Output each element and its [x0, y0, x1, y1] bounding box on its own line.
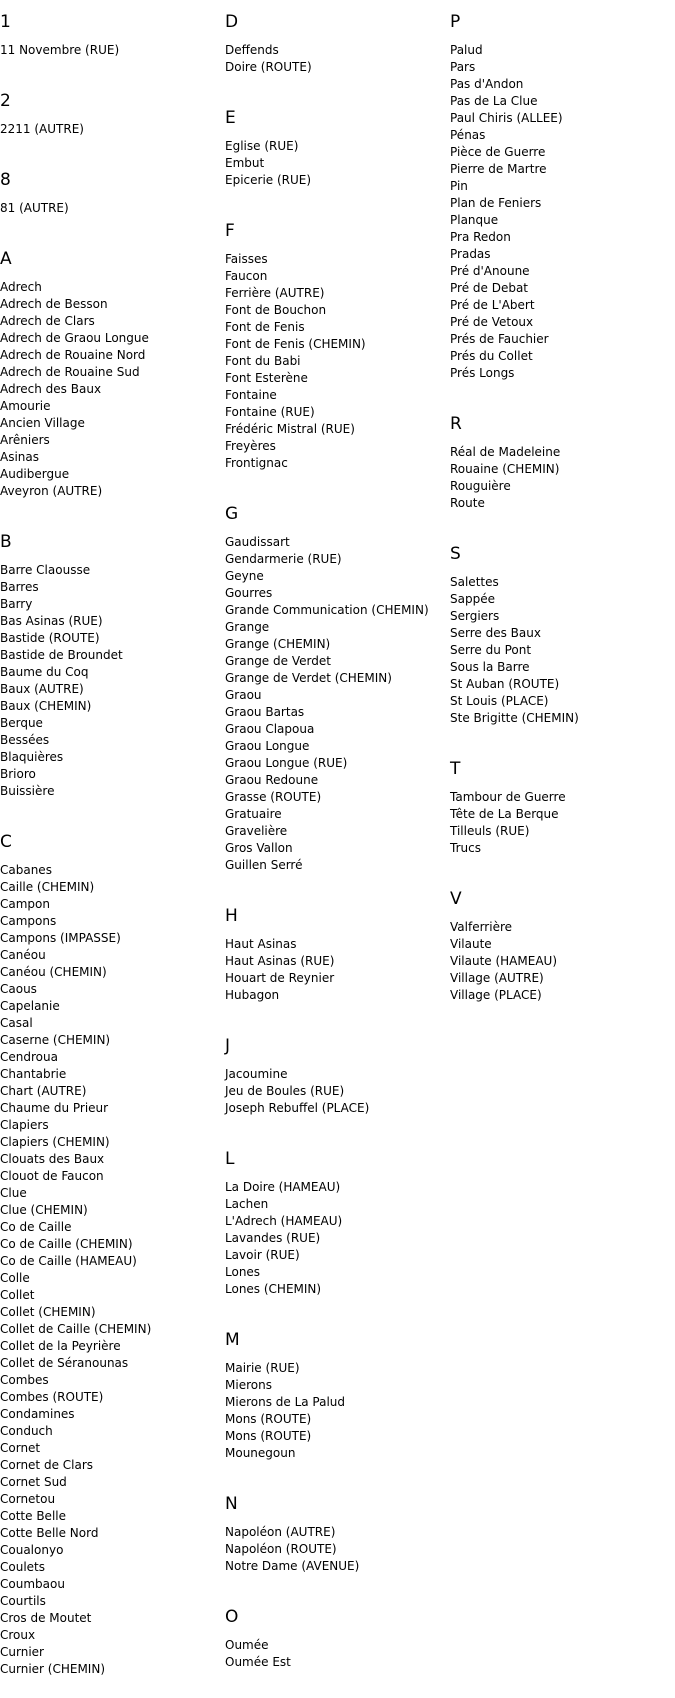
street-list: [450, 789, 675, 857]
group-spacer: [225, 1117, 450, 1137]
street-link[interactable]: Cros de Moutet: [0, 1611, 92, 1625]
street-link[interactable]: Caous: [0, 982, 37, 996]
section-letter-heading: H: [225, 906, 238, 926]
street-link[interactable]: Prés Longs: [450, 366, 515, 380]
street-link[interactable]: Courtils: [0, 1594, 46, 1608]
letter-group: [0, 170, 225, 237]
street-link[interactable]: Campon: [0, 897, 50, 911]
street-link[interactable]: Conduch: [0, 1424, 53, 1438]
street-link[interactable]: Pas d'Andon: [450, 77, 524, 91]
street-link[interactable]: Casal: [0, 1016, 33, 1030]
section-letter-heading: J: [225, 1036, 231, 1056]
street-link[interactable]: Co de Caille (HAMEAU): [0, 1254, 137, 1268]
street-link[interactable]: Coulets: [0, 1560, 45, 1574]
street-list: [0, 200, 225, 217]
street-link[interactable]: Réal de Madeleine: [450, 445, 561, 459]
street-link[interactable]: Adrech de Clars: [0, 314, 95, 328]
letter-group: [225, 1607, 450, 1691]
letter-group: [225, 1149, 450, 1318]
letter-group: [225, 108, 450, 209]
street-list: [450, 42, 675, 382]
letter-group: [225, 12, 450, 96]
letter-group: [0, 832, 225, 1698]
street-list: [225, 251, 450, 472]
street-link[interactable]: Freyères: [225, 439, 276, 453]
street-link[interactable]: Doire (ROUTE): [225, 60, 312, 74]
group-spacer: [450, 857, 675, 877]
street-link[interactable]: Grasse (ROUTE): [225, 790, 322, 804]
street-link[interactable]: Bastide de Broundet: [0, 648, 123, 662]
street-link[interactable]: Campons (IMPASSE): [0, 931, 121, 945]
group-spacer: [225, 1671, 450, 1691]
street-link[interactable]: Palud: [450, 43, 483, 57]
group-spacer: [450, 382, 675, 402]
street-link[interactable]: Adrech de Rouaine Nord: [0, 348, 146, 362]
letter-group: [0, 12, 225, 79]
street-link[interactable]: Grange (CHEMIN): [225, 637, 331, 651]
street-link[interactable]: Pièce de Guerre: [450, 145, 546, 159]
street-link[interactable]: Adrech de Rouaine Sud: [0, 365, 140, 379]
group-spacer: [225, 472, 450, 492]
street-link[interactable]: Cornetou: [0, 1492, 56, 1506]
street-link[interactable]: Lones: [225, 1265, 261, 1279]
section-letter-heading: 2: [0, 91, 11, 111]
street-link[interactable]: Gourres: [225, 586, 273, 600]
street-link[interactable]: Asinas: [0, 450, 40, 464]
street-list: [225, 936, 450, 1004]
letter-group: [225, 504, 450, 894]
group-spacer: [225, 189, 450, 209]
section-letter-heading: C: [0, 832, 12, 852]
street-link[interactable]: Cotte Belle: [0, 1509, 66, 1523]
street-list: [225, 1637, 450, 1671]
street-link[interactable]: La Doire (HAMEAU): [225, 1180, 341, 1194]
letter-group: [0, 532, 225, 820]
street-link[interactable]: Canéou (CHEMIN): [0, 965, 107, 979]
street-link[interactable]: Clapiers: [0, 1118, 49, 1132]
street-link[interactable]: Tilleuls (RUE): [450, 824, 530, 838]
street-link[interactable]: Rouguière: [450, 479, 511, 493]
group-spacer: [225, 874, 450, 894]
street-link[interactable]: Prés de Fauchier: [450, 332, 549, 346]
street-link[interactable]: Gravelière: [225, 824, 288, 838]
section-letter-heading: B: [0, 532, 12, 552]
letter-group: [450, 759, 675, 877]
street-link[interactable]: Font Esterène: [225, 371, 308, 385]
street-link[interactable]: Adrech des Baux: [0, 382, 102, 396]
street-list: [225, 1179, 450, 1298]
group-spacer: [450, 1004, 675, 1024]
street-list: [225, 1066, 450, 1117]
street-link[interactable]: Vilaute (HAMEAU): [450, 954, 557, 968]
group-spacer: [225, 1462, 450, 1482]
street-link[interactable]: Cornet: [0, 1441, 41, 1455]
street-link[interactable]: Pas de La Clue: [450, 94, 538, 108]
street-link[interactable]: Sous la Barre: [450, 660, 530, 674]
street-link[interactable]: Clapiers (CHEMIN): [0, 1135, 110, 1149]
street-link[interactable]: Colle: [0, 1271, 30, 1285]
street-link[interactable]: Bas Asinas (RUE): [0, 614, 103, 628]
group-spacer: [0, 1678, 225, 1698]
street-list: [225, 138, 450, 189]
street-link[interactable]: Jeu de Boules (RUE): [225, 1084, 345, 1098]
street-link[interactable]: Caserne (CHEMIN): [0, 1033, 111, 1047]
street-link[interactable]: Pin: [450, 179, 468, 193]
street-link[interactable]: Bessées: [0, 733, 50, 747]
street-link[interactable]: Mierons de La Palud: [225, 1395, 346, 1409]
street-link[interactable]: Pré de Vetoux: [450, 315, 534, 329]
street-link[interactable]: Bastide (ROUTE): [0, 631, 100, 645]
group-spacer: [0, 138, 225, 158]
street-link[interactable]: Brioro: [0, 767, 36, 781]
letter-group: [450, 414, 675, 532]
letter-group: [225, 1330, 450, 1482]
street-link[interactable]: Mons (ROUTE): [225, 1429, 312, 1443]
section-letter-heading: N: [225, 1494, 238, 1514]
letter-group: [450, 889, 675, 1024]
street-link[interactable]: Rouaine (CHEMIN): [450, 462, 560, 476]
street-link[interactable]: Barres: [0, 580, 39, 594]
street-link[interactable]: Curnier: [0, 1645, 44, 1659]
street-list: [0, 279, 225, 500]
street-link[interactable]: Gratuaire: [225, 807, 282, 821]
street-list: [450, 574, 675, 727]
street-link[interactable]: Amourie: [0, 399, 51, 413]
street-link[interactable]: Guillen Serré: [225, 858, 303, 872]
section-letter-heading: O: [225, 1607, 239, 1627]
street-link[interactable]: Sergiers: [450, 609, 500, 623]
street-link[interactable]: Plan de Feniers: [450, 196, 542, 210]
street-link[interactable]: Capelanie: [0, 999, 60, 1013]
street-link[interactable]: Font du Babi: [225, 354, 301, 368]
street-link[interactable]: Lavoir (RUE): [225, 1248, 300, 1262]
group-spacer: [450, 512, 675, 532]
street-link[interactable]: Pierre de Martre: [450, 162, 547, 176]
group-spacer: [450, 727, 675, 747]
street-list: [0, 862, 225, 1678]
group-spacer: [225, 76, 450, 96]
street-link[interactable]: Chantabrie: [0, 1067, 67, 1081]
street-link[interactable]: Clue (CHEMIN): [0, 1203, 88, 1217]
street-link[interactable]: Cotte Belle Nord: [0, 1526, 99, 1540]
street-link[interactable]: Notre Dame (AVENUE): [225, 1559, 360, 1573]
section-letter-heading: V: [450, 889, 462, 909]
street-link[interactable]: Font de Bouchon: [225, 303, 327, 317]
street-link[interactable]: Faucon: [225, 269, 268, 283]
street-link[interactable]: Audibergue: [0, 467, 70, 481]
street-link[interactable]: Baux (AUTRE): [0, 682, 84, 696]
street-link[interactable]: Clouats des Baux: [0, 1152, 105, 1166]
street-link[interactable]: Gendarmerie (RUE): [225, 552, 342, 566]
street-list: [0, 42, 225, 59]
section-letter-heading: A: [0, 249, 12, 269]
group-spacer: [225, 1004, 450, 1024]
street-link[interactable]: Ancien Village: [0, 416, 85, 430]
street-link[interactable]: Curnier (CHEMIN): [0, 1662, 105, 1676]
street-link[interactable]: Collet de Caille (CHEMIN): [0, 1322, 152, 1336]
street-link[interactable]: Grange de Verdet (CHEMIN): [225, 671, 392, 685]
street-link[interactable]: Graou Longue (RUE): [225, 756, 348, 770]
street-link[interactable]: Pré de L'Abert: [450, 298, 535, 312]
street-list: [0, 121, 225, 138]
street-link[interactable]: Lavandes (RUE): [225, 1231, 321, 1245]
street-link[interactable]: Cornet de Clars: [0, 1458, 94, 1472]
street-link[interactable]: Pradas: [450, 247, 491, 261]
street-link[interactable]: Grange de Verdet: [225, 654, 331, 668]
street-link[interactable]: Graou Bartas: [225, 705, 305, 719]
street-link[interactable]: Mairie (RUE): [225, 1361, 300, 1375]
street-link[interactable]: Coualonyo: [0, 1543, 64, 1557]
street-link[interactable]: Clue: [0, 1186, 27, 1200]
letter-group: [225, 1036, 450, 1137]
street-link[interactable]: Vilaute: [450, 937, 492, 951]
street-link[interactable]: Valferrière: [450, 920, 512, 934]
street-link[interactable]: Co de Caille (CHEMIN): [0, 1237, 133, 1251]
street-link[interactable]: Ste Brigitte (CHEMIN): [450, 711, 579, 725]
street-link[interactable]: Faisses: [225, 252, 268, 266]
street-link[interactable]: Barry: [0, 597, 33, 611]
street-link[interactable]: Graou Clapoua: [225, 722, 315, 736]
street-link[interactable]: Caille (CHEMIN): [0, 880, 95, 894]
street-link[interactable]: 11 Novembre (RUE): [0, 43, 120, 57]
street-link[interactable]: Tête de La Berque: [450, 807, 559, 821]
street-list: [225, 1524, 450, 1575]
index-column-1: [0, 0, 225, 1698]
street-link[interactable]: Frédéric Mistral (RUE): [225, 422, 355, 436]
street-link[interactable]: Collet de Séranounas: [0, 1356, 129, 1370]
section-letter-heading: D: [225, 12, 239, 32]
street-link[interactable]: Oumée Est: [225, 1655, 291, 1669]
street-link[interactable]: Lones (CHEMIN): [225, 1282, 322, 1296]
street-link[interactable]: Adrech de Graou Longue: [0, 331, 149, 345]
letter-group: [450, 12, 675, 402]
street-link[interactable]: Frontignac: [225, 456, 288, 470]
street-link[interactable]: Eglise (RUE): [225, 139, 299, 153]
street-link[interactable]: Canéou: [0, 948, 46, 962]
section-letter-heading: G: [225, 504, 239, 524]
street-link[interactable]: 81 (AUTRE): [0, 201, 69, 215]
group-spacer: [0, 500, 225, 520]
street-link[interactable]: Gaudissart: [225, 535, 290, 549]
street-link[interactable]: Fontaine: [225, 388, 277, 402]
street-link[interactable]: Chart (AUTRE): [0, 1084, 87, 1098]
index-column-2: [225, 0, 450, 1691]
street-link[interactable]: Blaquières: [0, 750, 64, 764]
street-link[interactable]: Coumbaou: [0, 1577, 65, 1591]
street-link[interactable]: Salettes: [450, 575, 499, 589]
street-link[interactable]: Grande Communication (CHEMIN): [225, 603, 429, 617]
section-letter-heading: S: [450, 544, 461, 564]
section-letter-heading: L: [225, 1149, 235, 1169]
letter-group: [450, 544, 675, 747]
street-link[interactable]: Adrech de Besson: [0, 297, 108, 311]
street-link[interactable]: Berque: [0, 716, 43, 730]
street-link[interactable]: Lachen: [225, 1197, 269, 1211]
group-spacer: [225, 1298, 450, 1318]
letter-group: [225, 221, 450, 492]
street-link[interactable]: Aveyron (AUTRE): [0, 484, 103, 498]
street-link[interactable]: 2211 (AUTRE): [0, 122, 84, 136]
street-link[interactable]: Cendroua: [0, 1050, 58, 1064]
street-link[interactable]: Barre Claousse: [0, 563, 91, 577]
street-list: [450, 444, 675, 512]
street-link[interactable]: Baux (CHEMIN): [0, 699, 92, 713]
group-spacer: [225, 1575, 450, 1595]
street-link[interactable]: Haut Asinas (RUE): [225, 954, 335, 968]
street-link[interactable]: Oumée: [225, 1638, 269, 1652]
street-link[interactable]: Paul Chiris (ALLEE): [450, 111, 563, 125]
section-letter-heading: 1: [0, 12, 11, 32]
group-spacer: [0, 800, 225, 820]
street-link[interactable]: Combes: [0, 1373, 49, 1387]
street-link[interactable]: Geyne: [225, 569, 264, 583]
section-letter-heading: P: [450, 12, 461, 32]
street-link[interactable]: Arêniers: [0, 433, 50, 447]
street-link[interactable]: Croux: [0, 1628, 36, 1642]
section-letter-heading: E: [225, 108, 236, 128]
street-link[interactable]: Graou Longue: [225, 739, 310, 753]
index-column-3: [450, 0, 675, 1024]
street-link[interactable]: Pra Redon: [450, 230, 511, 244]
section-letter-heading: M: [225, 1330, 240, 1350]
street-list: [450, 919, 675, 1004]
street-link[interactable]: Gros Vallon: [225, 841, 293, 855]
street-link[interactable]: Condamines: [0, 1407, 75, 1421]
street-list: [225, 1360, 450, 1462]
street-link[interactable]: Embut: [225, 156, 265, 170]
street-link[interactable]: Font de Fenis: [225, 320, 305, 334]
street-link[interactable]: Haut Asinas: [225, 937, 297, 951]
street-link[interactable]: Deffends: [225, 43, 279, 57]
section-letter-heading: T: [450, 759, 461, 779]
street-link[interactable]: Co de Caille: [0, 1220, 72, 1234]
section-letter-heading: 8: [0, 170, 11, 190]
street-link[interactable]: St Louis (PLACE): [450, 694, 549, 708]
street-link[interactable]: Collet (CHEMIN): [0, 1305, 96, 1319]
street-link[interactable]: Pars: [450, 60, 476, 74]
street-link[interactable]: Graou: [225, 688, 262, 702]
street-link[interactable]: Combes (ROUTE): [0, 1390, 104, 1404]
street-link[interactable]: Sappée: [450, 592, 495, 606]
street-link[interactable]: Chaume du Prieur: [0, 1101, 109, 1115]
street-link[interactable]: Collet de la Peyrière: [0, 1339, 121, 1353]
street-list: [225, 42, 450, 76]
group-spacer: [0, 59, 225, 79]
street-link[interactable]: Hubagon: [225, 988, 280, 1002]
street-link[interactable]: Adrech: [0, 280, 42, 294]
street-link[interactable]: Joseph Rebuffel (PLACE): [225, 1101, 370, 1115]
letter-group: [0, 249, 225, 520]
street-link[interactable]: Serre des Baux: [450, 626, 541, 640]
street-link[interactable]: Cornet Sud: [0, 1475, 67, 1489]
street-link[interactable]: Serre du Pont: [450, 643, 532, 657]
letter-group: [0, 91, 225, 158]
street-link[interactable]: Ferrière (AUTRE): [225, 286, 325, 300]
street-link[interactable]: Baume du Coq: [0, 665, 89, 679]
section-letter-heading: F: [225, 221, 235, 241]
street-link[interactable]: Font de Fenis (CHEMIN): [225, 337, 366, 351]
street-link[interactable]: Mons (ROUTE): [225, 1412, 312, 1426]
group-spacer: [0, 217, 225, 237]
street-link[interactable]: Pré de Debat: [450, 281, 529, 295]
street-link[interactable]: Cabanes: [0, 863, 52, 877]
street-list: [0, 562, 225, 800]
street-link[interactable]: Mounegoun: [225, 1446, 296, 1460]
street-link[interactable]: Grange: [225, 620, 270, 634]
street-link[interactable]: Campons: [0, 914, 57, 928]
street-link[interactable]: Village (AUTRE): [450, 971, 544, 985]
street-link[interactable]: Village (PLACE): [450, 988, 542, 1002]
street-link[interactable]: Clouot de Faucon: [0, 1169, 104, 1183]
street-link[interactable]: Epicerie (RUE): [225, 173, 312, 187]
street-link[interactable]: Jacoumine: [225, 1067, 288, 1081]
street-link[interactable]: Tambour de Guerre: [450, 790, 566, 804]
section-letter-heading: R: [450, 414, 462, 434]
street-link[interactable]: Napoléon (AUTRE): [225, 1525, 336, 1539]
street-link[interactable]: Napoléon (ROUTE): [225, 1542, 337, 1556]
letter-group: [225, 1494, 450, 1595]
street-link[interactable]: Trucs: [450, 841, 481, 855]
street-link[interactable]: Collet: [0, 1288, 35, 1302]
street-link[interactable]: Houart de Reynier: [225, 971, 335, 985]
letter-group: [225, 906, 450, 1024]
street-link[interactable]: Route: [450, 496, 485, 510]
street-link[interactable]: L'Adrech (HAMEAU): [225, 1214, 343, 1228]
street-link[interactable]: Prés du Collet: [450, 349, 533, 363]
street-link[interactable]: St Auban (ROUTE): [450, 677, 560, 691]
street-link[interactable]: Pénas: [450, 128, 486, 142]
street-link[interactable]: Fontaine (RUE): [225, 405, 315, 419]
street-link[interactable]: Pré d'Anoune: [450, 264, 530, 278]
street-link[interactable]: Graou Redoune: [225, 773, 319, 787]
street-list: [225, 534, 450, 874]
street-link[interactable]: Mierons: [225, 1378, 272, 1392]
street-link[interactable]: Buissière: [0, 784, 55, 798]
street-link[interactable]: Planque: [450, 213, 499, 227]
